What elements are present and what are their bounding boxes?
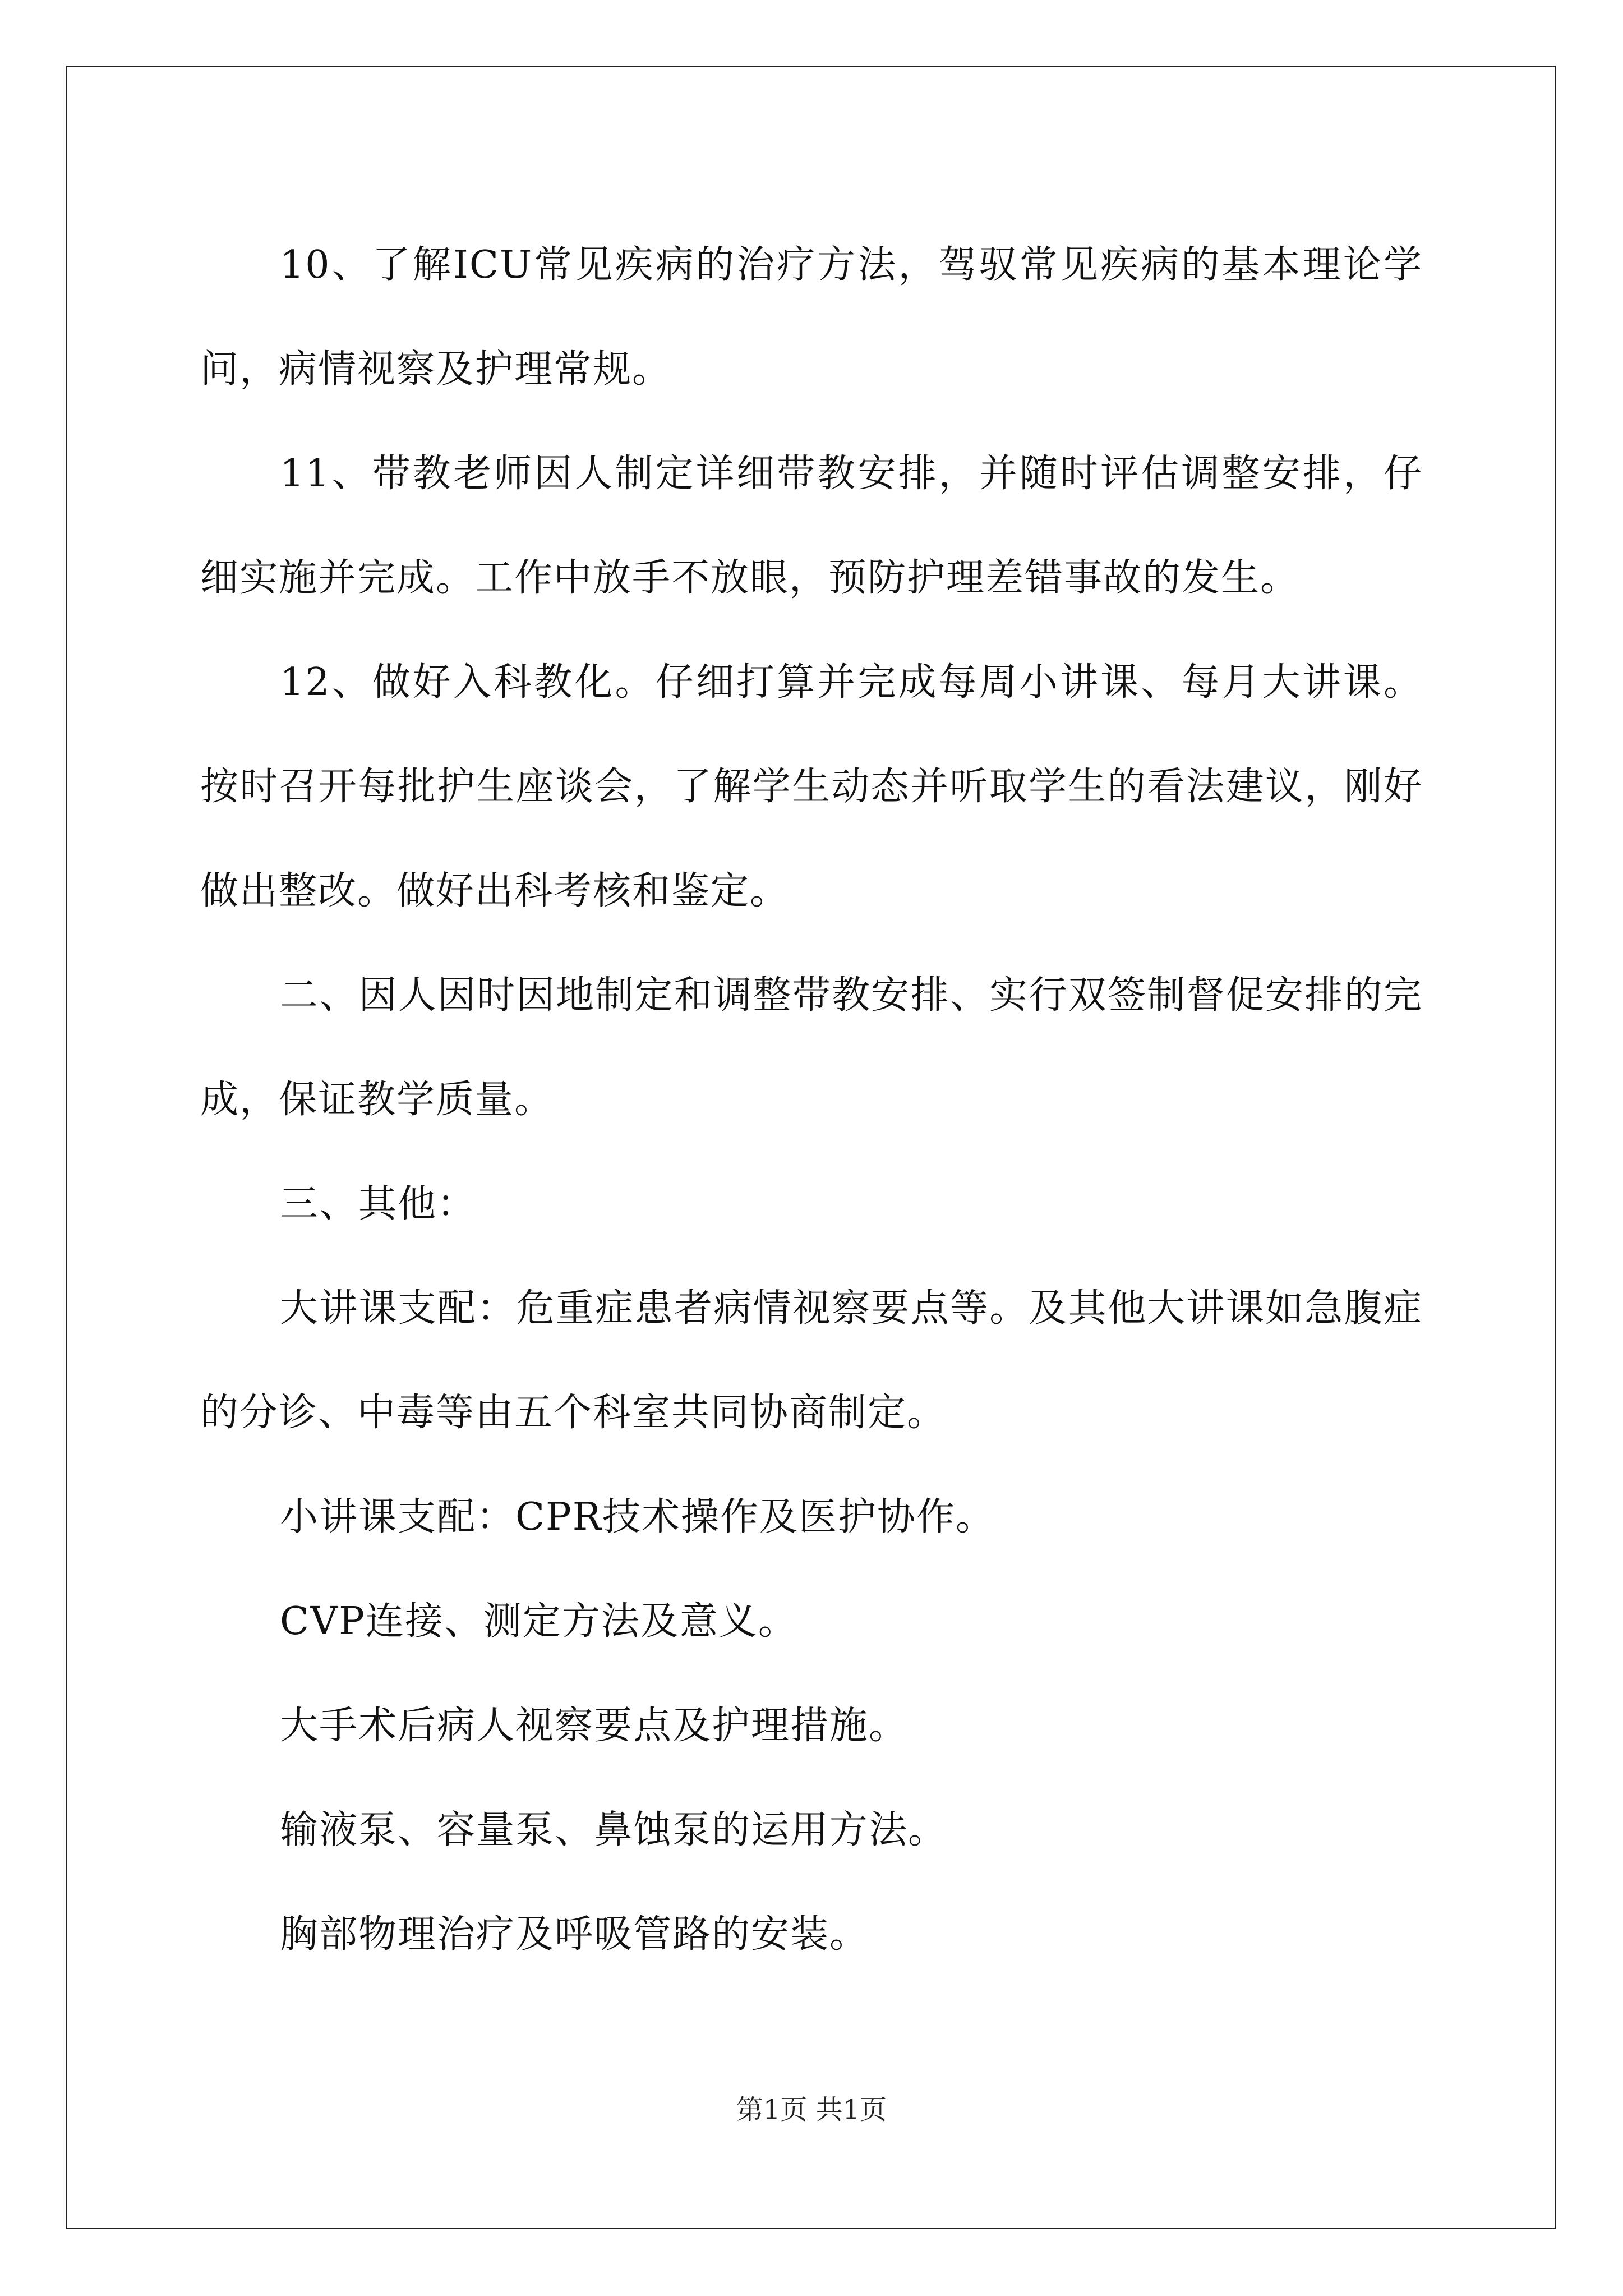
- paragraph-chest: 胸部物理治疗及呼吸管路的安装。: [280, 1912, 869, 1957]
- paragraph-item-10: 10、了解ICU常见疾病的治疗方法，驾驭常见疾病的基本理论学问，病情视察及护理常规。: [200, 243, 1423, 392]
- paragraph-section-two: 二、因人因时因地制定和调整带教安排、实行双签制督促安排的完成，保证教学质量。: [200, 973, 1423, 1122]
- paragraph-item-12: 12、做好入科教化。仔细打算并完成每周小讲课、每月大讲课。按时召开每批护生座谈会，了解学生动态并听取学生的看法建议，刚好做出整改。做好出科考核和鉴定。: [200, 660, 1423, 913]
- document-body: [200, 213, 1423, 1987]
- paragraph-pumps: 输液泵、容量泵、鼻蚀泵的运用方法。: [280, 1808, 948, 1852]
- page-number-footer: 第1页 共1页: [736, 2094, 887, 2125]
- paragraph-big-lecture: 大讲课支配：危重症患者病情视察要点等。及其他大讲课如急腹症的分诊、中毒等由五个科室共同协商制定。: [200, 1286, 1423, 1435]
- paragraph-surgery: 大手术后病人视察要点及护理措施。: [280, 1704, 909, 1748]
- paragraph-small-lecture: 小讲课支配：CPR技术操作及医护协作。: [280, 1495, 995, 1539]
- paragraph-section-three: 三、其他：: [280, 1182, 477, 1226]
- paragraph-cvp: CVP连接、测定方法及意义。: [280, 1599, 797, 1644]
- paragraph-item-11: 11、带教老师因人制定详细带教安排，并随时评估调整安排，仔细实施并完成。工作中放手不放眼，预防护理差错事故的发生。: [200, 452, 1423, 600]
